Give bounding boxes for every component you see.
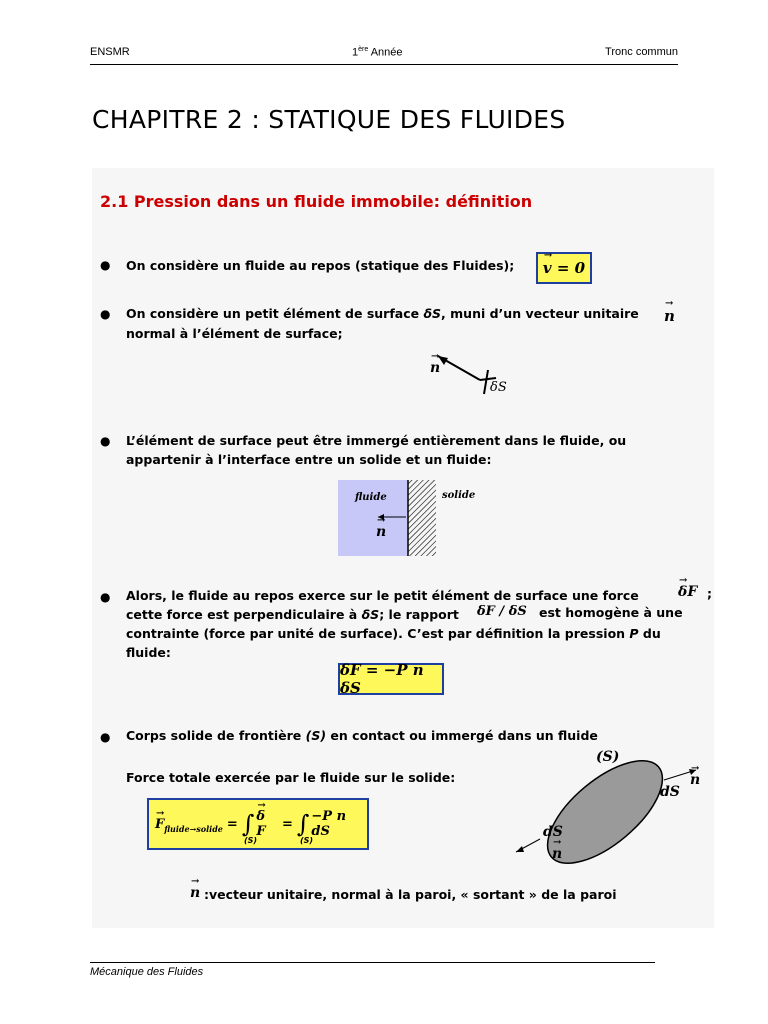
bullet-4-line2-a: cette force est perpendiculaire à xyxy=(126,607,362,622)
bullet-4-line2 xyxy=(126,605,459,624)
bullet-2-text-a: On considère un petit élément de surface xyxy=(126,306,424,321)
diagram3-n-top xyxy=(690,772,700,788)
header-track: Tronc commun xyxy=(605,46,678,58)
bullet-4-dot: ● xyxy=(100,590,111,604)
fluid-label: fluide xyxy=(355,492,387,503)
chapter-title: CHAPITRE 2 : STATIQUE DES FLUIDES xyxy=(92,105,566,134)
page-footer: Mécanique des Fluides xyxy=(90,962,655,978)
formula-v-zero xyxy=(536,252,592,284)
bullet-4-line1: Alors, le fluide au repos exerce sur le petit élément de surface une force xyxy=(126,588,639,603)
normal-bottom-head xyxy=(516,846,524,852)
bullet-4-line3-a: contrainte (force par unité de surface). C’est par définition la pression xyxy=(126,626,630,641)
bullet-4-line3 xyxy=(126,624,661,643)
solid-region xyxy=(408,480,436,556)
diagram2-n-label xyxy=(376,524,386,540)
bullet-5-text-a: Corps solide de frontière xyxy=(126,728,306,743)
solid-body-diagram xyxy=(510,760,710,870)
ratio-symbol: δF / δS xyxy=(477,604,527,619)
symbol-deltaS: δS xyxy=(423,306,442,321)
formula-rhs: −P n dS xyxy=(311,809,347,839)
symbol-S: (S) xyxy=(305,728,327,743)
bullet-3-line1: L’élément de surface peut être immergé entièrement dans le fluide, ou xyxy=(126,433,627,448)
vector-n-text: → n xyxy=(664,307,675,325)
diagram3-n-bottom-text: → n xyxy=(552,846,562,862)
bullet-5-subtitle: Force totale exercée par le fluide sur le solide: xyxy=(126,770,456,785)
bullet-1-text: On considère un fluide au repos (statique des Fluides); xyxy=(126,258,515,273)
force-symbol-text: → δF xyxy=(678,584,697,600)
header-year xyxy=(352,46,403,59)
diagram3-n-top-text: → n xyxy=(690,772,700,788)
note-text: :vecteur unitaire, normal à la paroi, « sortant » de la paroi xyxy=(204,887,617,902)
diagram2-n-text: → n xyxy=(376,524,386,540)
vector-n-symbol xyxy=(664,307,675,325)
formula-F: → F xyxy=(155,817,164,832)
page-header xyxy=(90,44,678,65)
formula-total-force: → F fluide→solide = ∫ → δ F = ∫ −P n dS xyxy=(147,798,369,850)
interface-diagram xyxy=(338,480,438,556)
bullet-4-line1-end: ; xyxy=(707,586,712,601)
formula-pressure-text: δF = −P n δS xyxy=(340,661,424,697)
bullet-2-dot: ● xyxy=(100,307,111,321)
note-vector-n xyxy=(190,885,200,901)
diagram3-S-label: (S) xyxy=(596,749,620,765)
bullet-2-line2: normal à l’élément de surface; xyxy=(126,326,343,341)
symbol-P: P xyxy=(629,626,639,641)
note-vector-n-text: → n xyxy=(190,885,200,901)
section-heading: 2.1 Pression dans un fluide immobile: définition xyxy=(100,192,533,211)
formula-dF: → δ F xyxy=(256,809,278,839)
bullet-5-line1 xyxy=(126,726,598,745)
bullet-4-line2-c: est homogène à une xyxy=(539,605,683,620)
bullet-3-dot: ● xyxy=(100,434,111,448)
diagram1-n-label xyxy=(430,360,440,376)
diagram3-dS-top: dS xyxy=(660,784,680,800)
force-symbol xyxy=(678,584,697,600)
bullet-5-text-b: en contact ou immergé dans un fluide xyxy=(326,728,598,743)
bullet-3-line2: appartenir à l’interface entre un solide et un fluide: xyxy=(126,452,492,467)
diagram3-dS-bottom: dS xyxy=(543,824,563,840)
bullet-1-dot: ● xyxy=(100,258,111,272)
bullet-4-line4: fluide: xyxy=(126,645,171,660)
symbol-deltaS-2: δS xyxy=(361,607,380,622)
diagram3-n-bottom xyxy=(552,846,562,862)
formula-F-subscript: fluide→solide xyxy=(164,824,223,834)
integral-label-1: (S) xyxy=(244,836,258,845)
header-year-sup: ère xyxy=(358,46,369,53)
integral-label-2: (S) xyxy=(300,836,314,845)
bullet-2-line1 xyxy=(126,304,639,323)
surface-segment xyxy=(484,370,488,394)
header-year-word: Année xyxy=(368,46,403,59)
diagram1-dS-label: δS xyxy=(490,380,507,395)
integral-sign-2: ∫ xyxy=(296,810,310,838)
header-school: ENSMR xyxy=(90,46,130,58)
header-year-num: 1 xyxy=(352,46,359,59)
bullet-5-dot: ● xyxy=(100,730,111,744)
formula-v-zero-text: → v = 0 xyxy=(543,259,585,277)
formula-pressure xyxy=(338,663,444,695)
bullet-4-line2-b: ; le rapport xyxy=(379,607,459,622)
integral-sign-1: ∫ xyxy=(241,810,255,838)
bullet-4-line3-b: du xyxy=(638,626,661,641)
solid-label: solide xyxy=(442,490,476,501)
diagram1-n-text: → n xyxy=(430,360,440,376)
bullet-2-text-b: , muni d’un vecteur unitaire xyxy=(441,306,639,321)
